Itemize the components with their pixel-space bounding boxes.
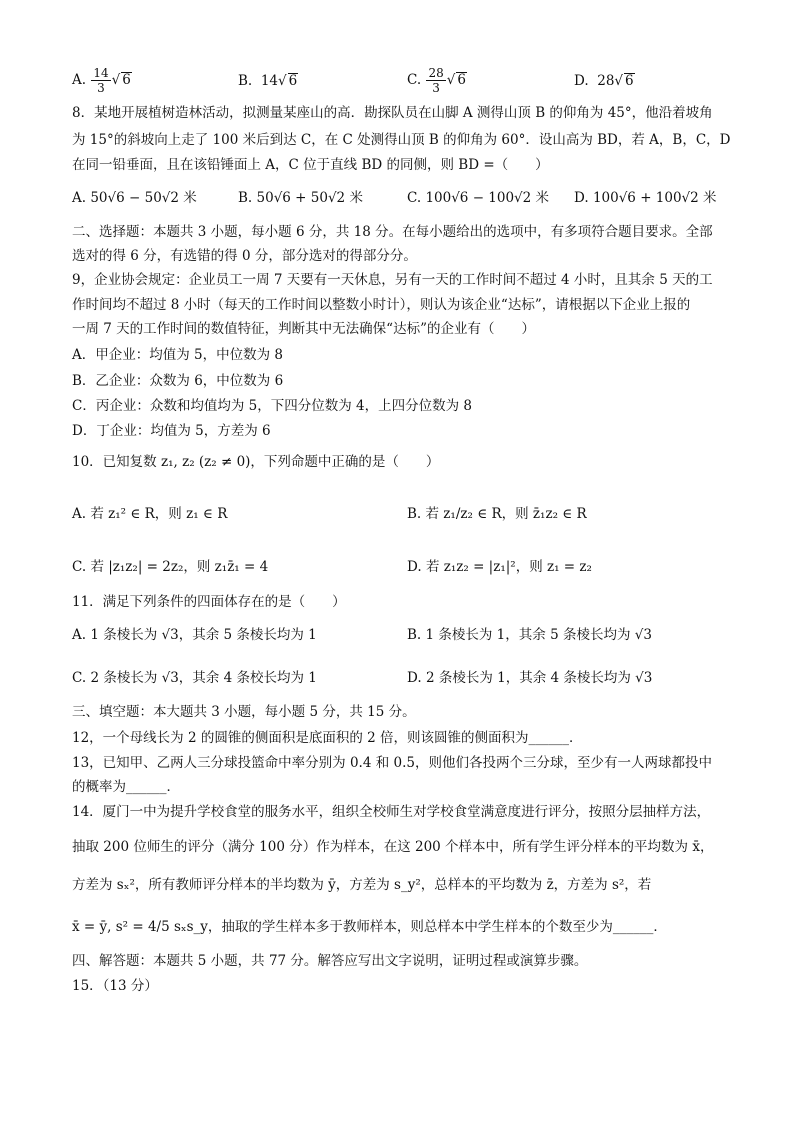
option-label: C.	[72, 559, 87, 575]
q8-stem-line-2: 为 15°的斜坡向上走了 100 米后到达 C，在 C 处测得山顶 B 的仰角为 60°．设山高为 BD，若 A，B，C，D	[72, 132, 731, 148]
section-2-heading-line-1: 二、选择题：本题共 3 小题，每小题 6 分，共 18 分。在每小题给出的选项中，有多项符合题目要求。全部	[72, 224, 713, 240]
q14-stem-line-2: 抽取 200 位师生的评分（满分 100 分）作为样本，在这 200 个样本中，所有学生评分样本的平均数为 x̄，	[72, 839, 714, 855]
option-label: D.	[574, 190, 589, 206]
option-label: A.	[72, 190, 87, 206]
coefficient: 28	[597, 73, 615, 89]
q9-option-a: A．甲企业：均值为 5，中位数为 8	[72, 347, 284, 363]
fraction	[426, 66, 445, 95]
q8-option-a	[72, 189, 197, 207]
q9-stem-line-2: 作时间均不超过 8 小时（每天的工作时间以整数小时计），则认为该企业“达标”，请根据以下企业上报的	[72, 297, 691, 313]
q7-option-a: A. $\frac{14}{3}$ √ 6	[72, 66, 131, 95]
q7-option-d: D. 28√ 6	[574, 73, 634, 89]
q15-stem: 15．（13 分）	[72, 978, 158, 994]
radicand: 6	[457, 72, 466, 88]
q11-option-d	[407, 669, 652, 687]
radicand: 6	[288, 73, 298, 89]
option-label: C.	[72, 670, 87, 686]
q9-option-d: D．丁企业：均值为 5，方差为 6	[72, 423, 271, 439]
option-text: 2 条棱长为 √3，其余 4 条校长均为 1	[90, 670, 317, 686]
option-text: 若 |z₁z₂| = 2z₂，则 z₁z̄₁ = 4	[90, 559, 269, 575]
option-label: B.	[407, 627, 422, 643]
option-label: A.	[72, 627, 87, 643]
option-text: 100√6 + 100√2 米	[592, 190, 717, 206]
q10-option-b	[407, 505, 587, 523]
option-label: C.	[407, 190, 422, 206]
section-2-heading-line-2: 选对的得 6 分，有选错的得 0 分，部分选对的得部分分。	[72, 248, 417, 264]
coefficient: 14	[260, 73, 278, 89]
q8-stem-line-3: 在同一铅垂面，且在该铅锤面上 A，C 位于直线 BD 的同侧，则 BD =（ ）	[72, 157, 549, 173]
numerator: 14	[93, 66, 109, 80]
option-label: A.	[72, 506, 87, 522]
option-text: 若 z₁/z₂ ∈ R，则 z̄₁z₂ ∈ R	[425, 506, 587, 522]
q9-stem-line-3: 一周 7 天的工作时间的数值特征，判断其中无法确保“达标”的企业有（ ）	[72, 321, 535, 337]
option-text: 50√6 − 50√2 米	[90, 190, 197, 206]
option-label: A.	[72, 72, 87, 88]
q7-option-b: B. 14√ 6	[238, 73, 298, 89]
q12-stem: 12，一个母线长为 2 的圆锥的侧面积是底面积的 2 倍，则该圆锥的侧面积为______．	[72, 730, 583, 746]
q14-stem-line-3: 方差为 sₓ²，所有教师评分样本的半均数为 ȳ，方差为 s_y²，总样本的平均数为 z̄，方差为 s²，若	[72, 877, 652, 893]
option-label: B.	[238, 73, 253, 89]
option-label: D.	[407, 670, 422, 686]
option-text: 若 z₁z₂ = |z₁|²，则 z₁ = z₂	[425, 559, 592, 575]
q8-option-c	[407, 189, 549, 207]
section-4-heading: 四、解答题：本题共 5 小题，共 77 分。解答应写出文字说明，证明过程或演算步骤。	[72, 953, 588, 969]
q8-option-b	[238, 189, 363, 207]
q11-stem: 11．满足下列条件的四面体存在的是（ ）	[72, 594, 346, 610]
numerator: 28	[428, 66, 444, 80]
q7-option-c: C. $\frac{28}{3}$ √ 6	[407, 66, 466, 95]
option-label: B.	[407, 506, 422, 522]
option-text: 1 条棱长为 √3，其余 5 条棱长均为 1	[90, 627, 317, 643]
q9-option-c: C．丙企业：众数和均值均为 5，下四分位数为 4，上四分位数为 8	[72, 398, 472, 414]
q13-stem-line-1: 13，已知甲、乙两人三分球投篮命中率分别为 0.4 和 0.5，则他们各投两个三分球，至少有一人两球都投中	[72, 755, 712, 771]
q13-stem-line-2: 的概率为______．	[72, 779, 180, 795]
fraction	[91, 66, 110, 95]
q9-option-b: B．乙企业：众数为 6，中位数为 6	[72, 373, 284, 389]
option-label: B.	[238, 190, 253, 206]
q11-option-c	[72, 669, 317, 687]
radicand: 6	[122, 72, 131, 88]
q10-option-c	[72, 558, 268, 576]
option-label: D.	[574, 73, 589, 89]
denominator: 3	[97, 81, 105, 95]
option-text: 100√6 − 100√2 米	[425, 190, 550, 206]
option-text: 1 条棱长为 1，其余 5 条棱长均为 √3	[425, 627, 652, 643]
section-3-heading: 三、填空题：本大题共 3 小题，每小题 5 分，共 15 分。	[72, 704, 416, 720]
q14-stem-line-4: x̄ = ȳ, s² = 4/5 sₓs_y，抽取的学生样本多于教师样本，则总样本中学生样本的个数至少为______．	[72, 919, 667, 935]
q8-option-d	[574, 189, 717, 207]
denominator: 3	[432, 81, 440, 95]
q9-stem-line-1: 9，企业协会规定：企业员工一周 7 天要有一天休息，另有一天的工作时间不超过 4 小时，且其余 5 天的工	[72, 272, 713, 288]
option-text: 若 z₁² ∈ R，则 z₁ ∈ R	[90, 506, 228, 522]
option-label: C.	[407, 72, 422, 88]
option-text: 50√6 + 50√2 米	[256, 190, 363, 206]
q8-stem-line-1: 8．某地开展植树造林活动，拟测量某座山的高．勘探队员在山脚 A 测得山顶 B 的仰角为 45°，他沿着坡角	[72, 105, 713, 121]
q10-stem: 10．已知复数 z₁, z₂ (z₂ ≠ 0)，下列命题中正确的是（ ）	[72, 454, 440, 470]
q10-option-d	[407, 558, 592, 576]
q11-option-a	[72, 626, 317, 644]
radicand: 6	[625, 73, 634, 89]
q14-stem-line-1: 14．厦门一中为提升学校食堂的服务水平，组织全校师生对学校食堂满意度进行评分，按照分层抽样方法，	[72, 804, 711, 820]
q10-option-a	[72, 505, 227, 523]
option-label: D.	[407, 559, 422, 575]
option-text: 2 条棱长为 1，其余 4 条棱长均为 √3	[425, 670, 653, 686]
q11-option-b	[407, 626, 652, 644]
